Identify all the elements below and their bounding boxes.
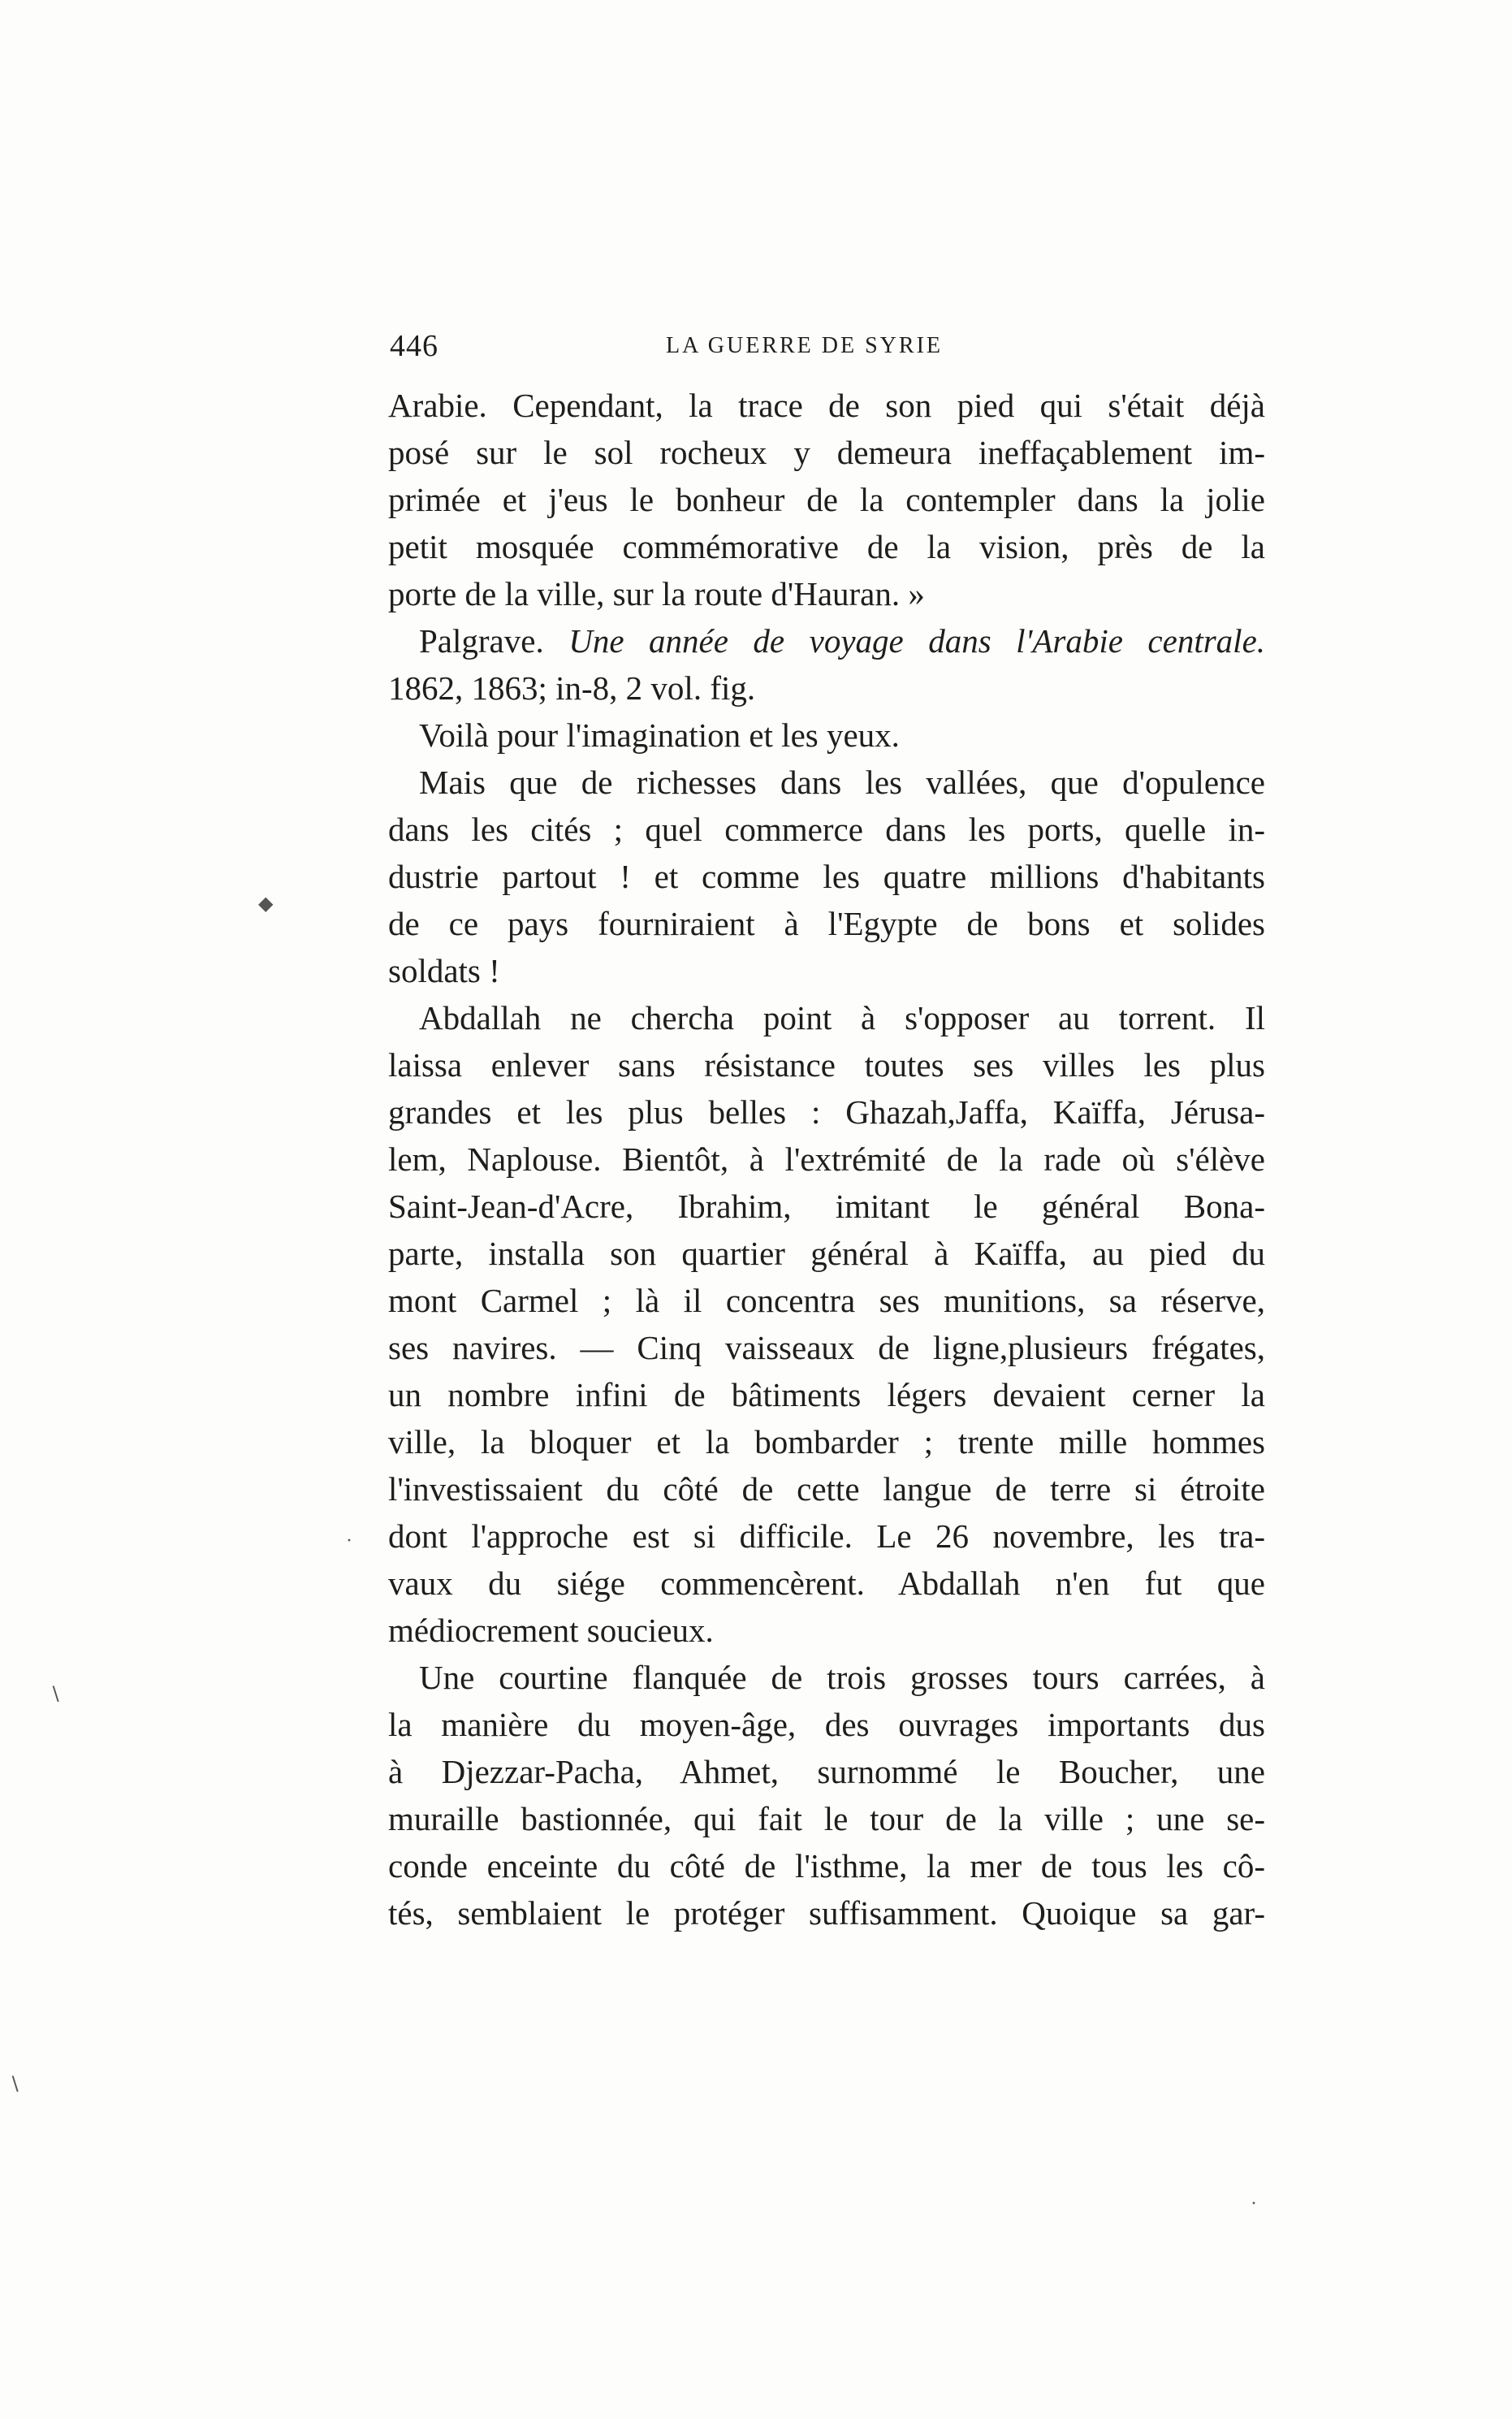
scan-speck: ∖	[49, 1685, 62, 1706]
text-line: dans les cités ; quel commerce dans les ports, quelle in-	[388, 811, 1265, 848]
page-number: 446	[390, 329, 438, 363]
text-line: Mais que de richesses dans les vallées, que d'opulence	[419, 764, 1265, 801]
text-line: laissa enlever sans résistance toutes ses villes les plus	[388, 1046, 1265, 1084]
running-head	[390, 328, 1283, 369]
scan-speck: ∖	[8, 2075, 21, 2096]
text-line: mont Carmel ; là il concentra ses munitions, sa réserve,	[388, 1282, 1265, 1319]
text-line: Abdallah ne chercha point à s'opposer au torrent. Il	[419, 999, 1265, 1036]
running-title: LA GUERRE DE SYRIE	[666, 333, 943, 358]
citation-author: Palgrave.	[419, 622, 544, 660]
scan-speck: ◆	[258, 894, 274, 915]
scan-speck: ·	[1251, 2193, 1257, 2214]
text-line: de ce pays fourniraient à l'Egypte de bons et solides	[388, 905, 1265, 942]
text-line: posé sur le sol rocheux y demeura ineffaçablement im-	[388, 434, 1265, 471]
citation-line	[388, 617, 1265, 664]
citation-title: Une année de voyage dans l'Arabie centrale.	[568, 622, 1266, 660]
text-line: l'investissaient du côté de cette langue de terre si étroite	[388, 1470, 1265, 1508]
text-line: la manière du moyen-âge, des ouvrages importants dus	[388, 1706, 1265, 1743]
text-line: Une courtine flanquée de trois grosses tours carrées, à	[419, 1659, 1265, 1696]
text-line: porte de la ville, sur la route d'Hauran. »	[388, 575, 925, 612]
scan-speck: ·	[346, 1530, 352, 1551]
text-line: 1862, 1863; in-8, 2 vol. fig.	[388, 669, 756, 707]
text-line: tés, semblaient le protéger suffisamment. Quoique sa gar-	[388, 1894, 1265, 1932]
text-line: petit mosquée commémorative de la vision, près de la	[388, 528, 1265, 565]
text-line: muraille bastionnée, qui fait le tour de la ville ; une se-	[388, 1800, 1265, 1837]
text-line: parte, installa son quartier général à Kaïffa, au pied du	[388, 1235, 1265, 1272]
text-line: Arabie. Cependant, la trace de son pied qui s'était déjà	[388, 387, 1265, 424]
text-line: Saint-Jean-d'Acre, Ibrahim, imitant le général Bona-	[388, 1188, 1265, 1225]
text-line: ville, la bloquer et la bombarder ; trente mille hommes	[388, 1423, 1265, 1460]
body-text	[388, 382, 1265, 1936]
text-line: Voilà pour l'imagination et les yeux.	[419, 716, 900, 754]
text-line: primée et j'eus le bonheur de la contempler dans la jolie	[388, 481, 1265, 518]
text-line: un nombre infini de bâtiments légers devaient cerner la	[388, 1376, 1265, 1413]
text-line: grandes et les plus belles : Ghazah,Jaffa, Kaïffa, Jérusa-	[388, 1093, 1265, 1131]
text-line: vaux du siége commencèrent. Abdallah n'en fut que	[388, 1564, 1265, 1602]
text-line: lem, Naplouse. Bientôt, à l'extrémité de la rade où s'élève	[388, 1140, 1265, 1178]
text-line: soldats !	[388, 952, 500, 989]
text-line: dustrie partout ! et comme les quatre millions d'habitants	[388, 858, 1265, 895]
text-line: ses navires. — Cinq vaisseaux de ligne,plusieurs frégates,	[388, 1329, 1265, 1366]
text-line: dont l'approche est si difficile. Le 26 novembre, les tra-	[388, 1517, 1265, 1555]
text-line: médiocrement soucieux.	[388, 1612, 714, 1649]
text-line: à Djezzar-Pacha, Ahmet, surnommé le Boucher, une	[388, 1753, 1265, 1790]
text-line: conde enceinte du côté de l'isthme, la mer de tous les cô-	[388, 1847, 1265, 1885]
